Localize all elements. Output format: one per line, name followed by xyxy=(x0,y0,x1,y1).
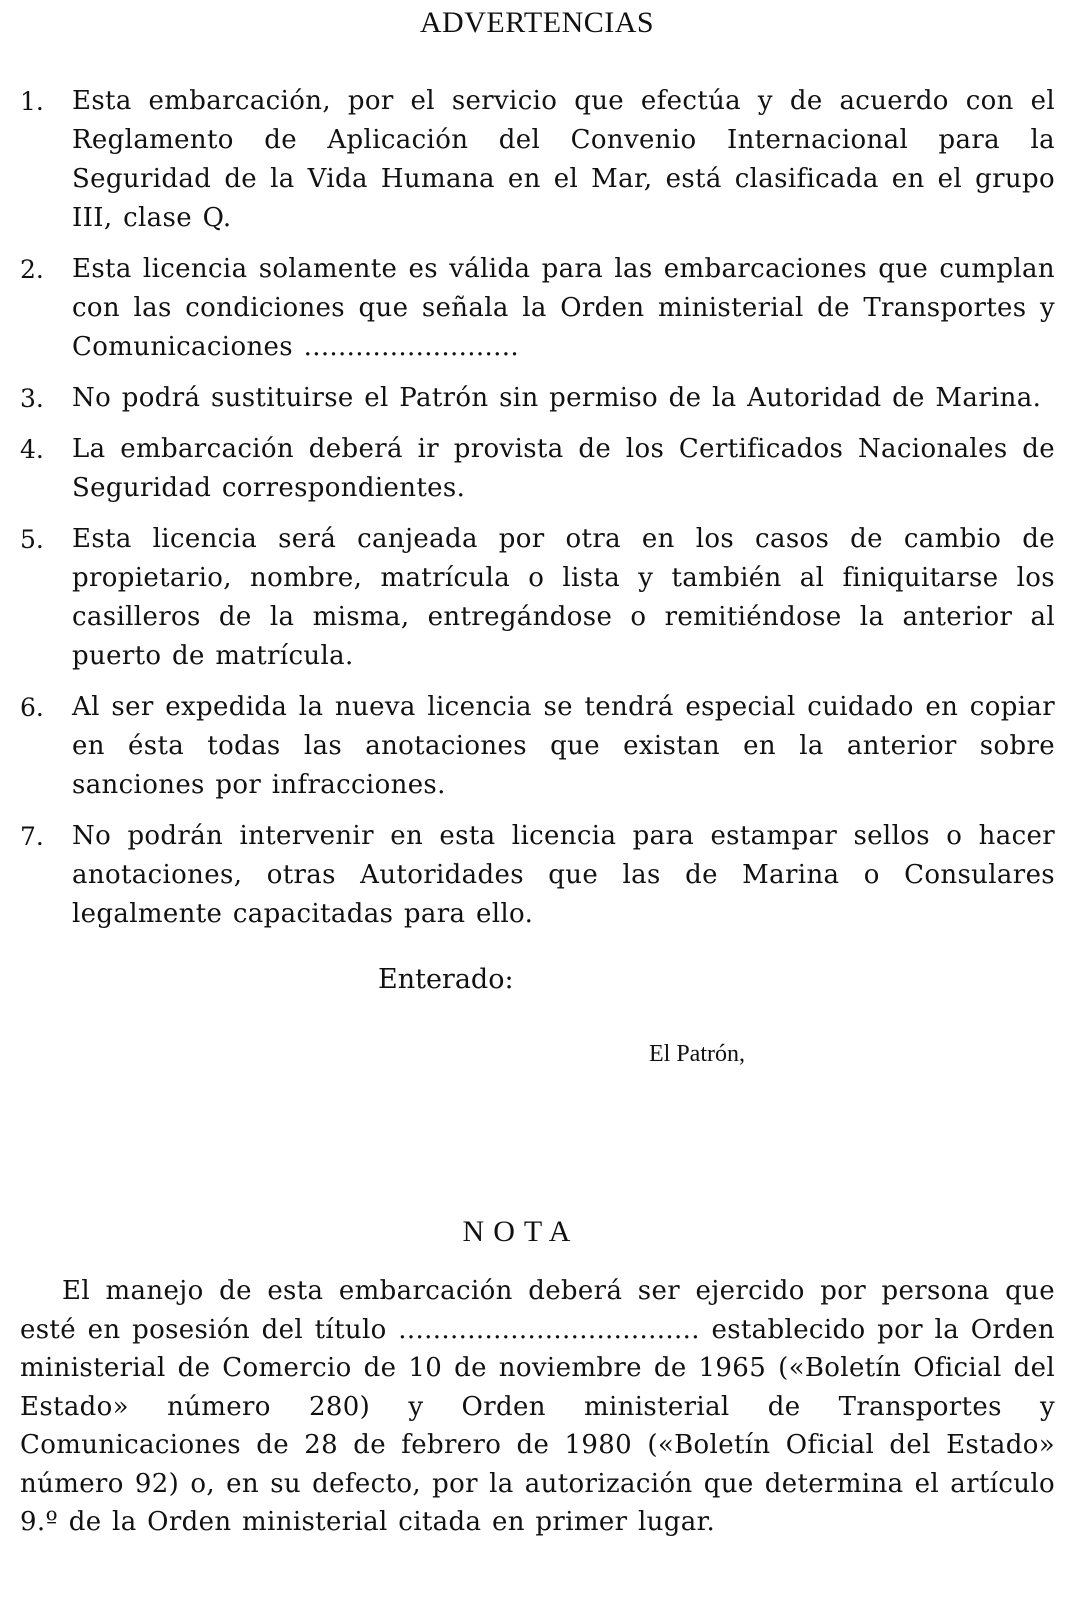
note-text: El manejo de esta embarcación deberá ser ejercido por persona que esté en posesión del título ................................... establecido por la Orden ministerial de Comercio de 10 de noviembre de 1965 («Boletín Oficial del Estado» número 280) y Orden ministerial de Transportes y Comunicaciones de 28 de febrero de 1980 («Boletín Oficial del Estado» número 92) o, en su defecto, por la autorización que determina el artículo 9.º de la Orden ministerial citada en primer lugar. xyxy=(20,1276,1055,1537)
warning-item-7 xyxy=(0,817,1074,934)
warning-item-5 xyxy=(0,520,1074,676)
acknowledgement-label: Enterado: xyxy=(378,964,514,995)
warning-text: Esta licencia solamente es válida para las embarcaciones que cumplan con las condiciones que señala la Orden ministerial de Transportes y Comunicaciones ......................... xyxy=(72,254,1055,362)
warning-number: 7. xyxy=(20,822,44,851)
warning-text: La embarcación deberá ir provista de los Certificados Nacionales de Seguridad correspondientes. xyxy=(72,434,1055,503)
warning-item-4 xyxy=(0,430,1074,508)
warning-item-6 xyxy=(0,688,1074,805)
note-title: NOTA xyxy=(462,1215,580,1248)
warning-number: 3. xyxy=(20,384,44,413)
warnings-list xyxy=(0,82,1074,946)
warning-number: 6. xyxy=(20,693,44,722)
warning-text: Esta embarcación, por el servicio que efectúa y de acuerdo con el Reglamento de Aplicación del Convenio Internacional para la Seguridad de la Vida Humana en el Mar, está clasificada en el grupo III, clase Q. xyxy=(72,86,1055,233)
warning-text: No podrá sustituirse el Patrón sin permiso de la Autoridad de Marina. xyxy=(72,383,1042,413)
warning-number: 2. xyxy=(20,255,44,284)
warning-text: Esta licencia será canjeada por otra en los casos de cambio de propietario, nombre, matrícula o lista y también al finiquitarse los casilleros de la misma, entregándose o remitiéndose la anterior al puerto de matrícula. xyxy=(72,524,1055,671)
page-title: ADVERTENCIAS xyxy=(419,6,655,39)
warning-item-3 xyxy=(0,379,1074,418)
warning-number: 5. xyxy=(20,525,44,554)
warning-item-2 xyxy=(0,250,1074,367)
warning-text: No podrán intervenir en esta licencia para estampar sellos o hacer anotaciones, otras Autoridades que las de Marina o Consulares legalmente capacitadas para ello. xyxy=(72,821,1055,929)
signature-label: El Patrón, xyxy=(649,1041,745,1067)
warning-number: 1. xyxy=(20,87,44,116)
warning-number: 4. xyxy=(20,435,44,464)
warning-item-1 xyxy=(0,82,1074,238)
warning-text: Al ser expedida la nueva licencia se tendrá especial cuidado en copiar en ésta todas las anotaciones que existan en la anterior sobre sanciones por infracciones. xyxy=(72,692,1055,800)
